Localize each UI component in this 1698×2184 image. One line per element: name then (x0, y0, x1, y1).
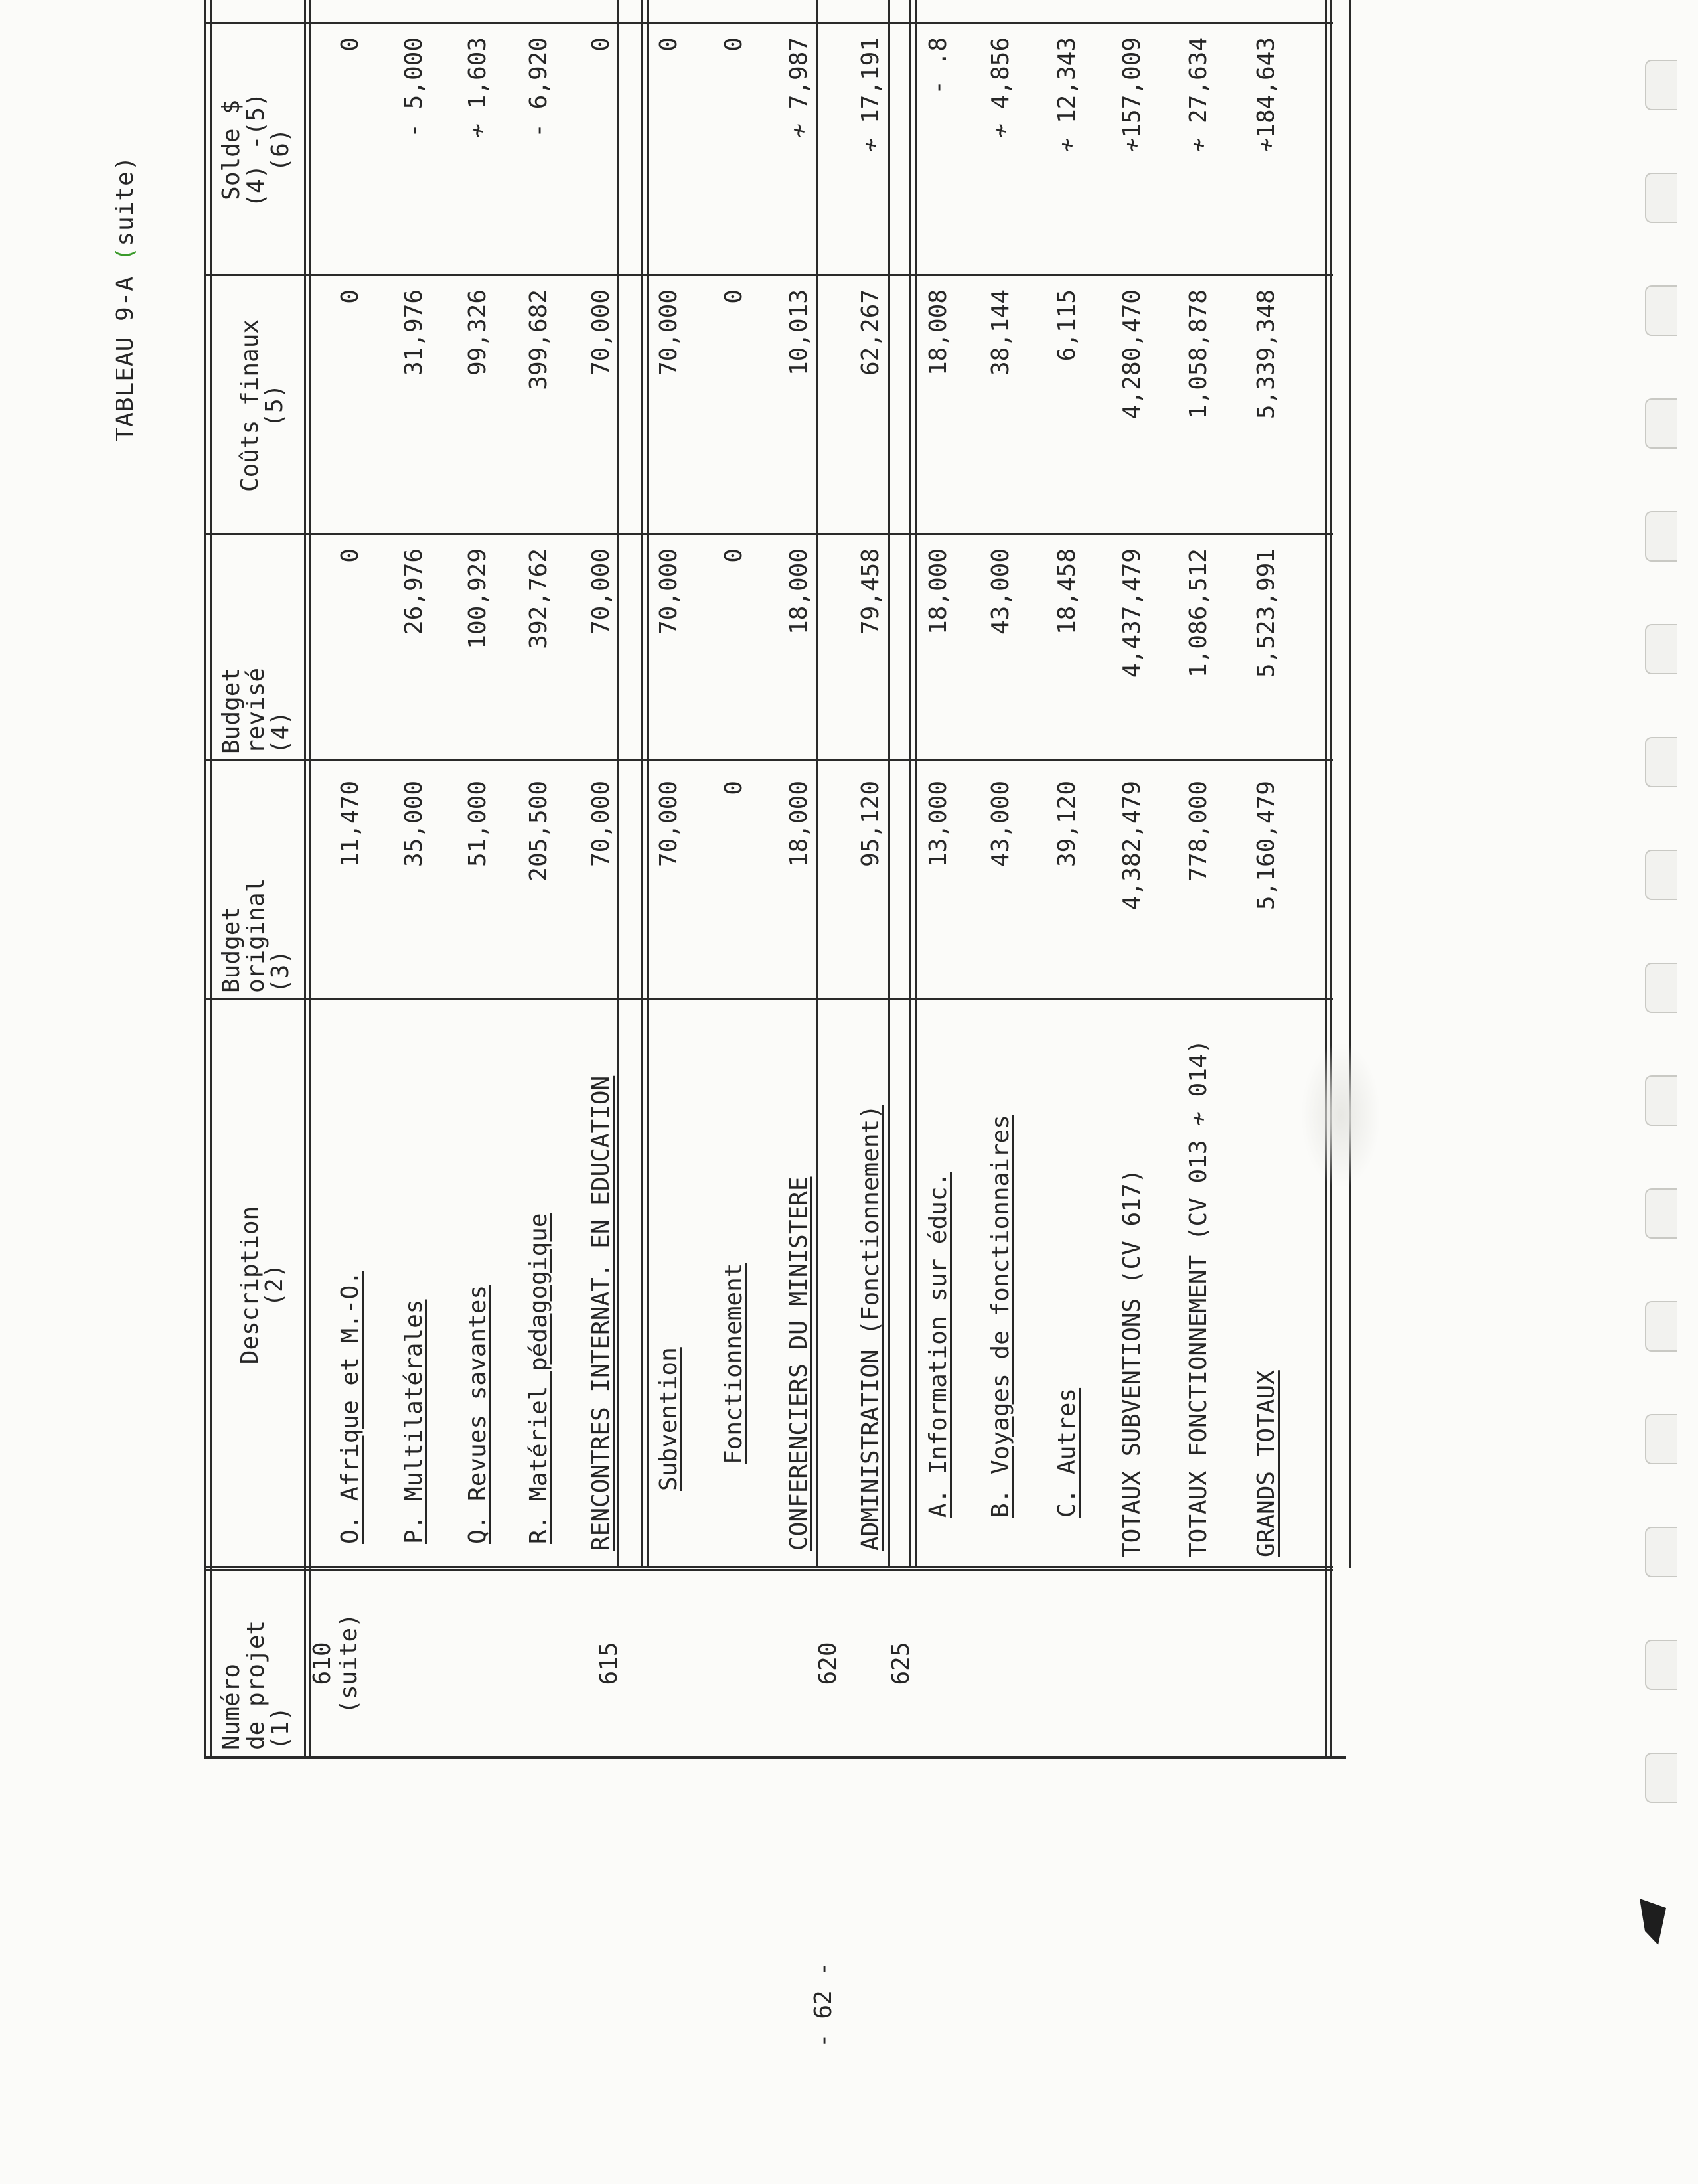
cell-revise: 18,458 (1053, 548, 1081, 635)
cell-revise: 0 (337, 548, 364, 563)
binder-hole (1645, 1753, 1677, 1803)
cell-solde: 0 (587, 37, 615, 52)
cell-original: 70,000 (587, 781, 615, 868)
cell-pct (526, 0, 552, 17)
cell-pct (1119, 0, 1146, 17)
col-rule-1 (204, 1569, 1333, 1571)
cell-original: 5,160,479 (1253, 781, 1280, 911)
cell-pct (656, 0, 682, 17)
cell-revise: 43,000 (987, 548, 1014, 635)
cell-pct (337, 0, 364, 17)
row-description: ADMINISTRATION (Fonctionnement) (857, 1105, 884, 1551)
binder-hole (1645, 1414, 1677, 1464)
cell-pct (401, 0, 427, 17)
row-underline (1349, 0, 1351, 1568)
row-description: Fonctionnement (720, 1263, 747, 1464)
cell-finaux: 70,000 (587, 289, 615, 376)
col-rule-4 (204, 533, 1333, 535)
binder-hole (1645, 285, 1677, 336)
cell-finaux: 0 (337, 289, 364, 304)
row-description: C. Autres (1053, 1387, 1081, 1518)
header-solde-dollars: Solde $ (4) -(5) (6) (218, 92, 294, 208)
row-description: O. Afrique et M.-O. (337, 1271, 364, 1544)
cell-solde: - .8 (925, 37, 952, 95)
row-description: TOTAUX FONCTIONNEMENT (CV 013 ≁ 014) (1185, 1039, 1212, 1557)
header-budget-revise: Budget revisé (4) (218, 667, 294, 754)
cell-original: 39,120 (1053, 781, 1081, 868)
project-number: 615 (595, 1642, 623, 1685)
cell-solde: 0 (337, 37, 364, 52)
cell-pct (588, 0, 615, 17)
header-bottom-border (304, 0, 311, 1756)
binder-hole (1645, 850, 1677, 900)
cell-pct (721, 0, 747, 17)
row-description: Subvention (655, 1347, 682, 1491)
cell-pct (1186, 0, 1212, 17)
row-description: RENCONTRES INTERNAT. EN EDUCATION (587, 1075, 615, 1551)
title-prefix: TABLEAU 9-A (112, 261, 139, 442)
header-couts-finaux: Coûts finaux (5) (236, 319, 288, 493)
cell-pct (925, 0, 952, 17)
cell-revise: 18,000 (785, 548, 812, 635)
cell-pct (1054, 0, 1081, 17)
cell-finaux: 6,115 (1053, 289, 1081, 362)
cell-original: 35,000 (400, 781, 427, 868)
row-underline (816, 0, 818, 1568)
col-rule-6 (204, 22, 1333, 24)
cell-finaux: 70,000 (655, 289, 682, 376)
cell-solde: ≁ 1,603 (464, 37, 491, 138)
cell-revise: 79,458 (857, 548, 884, 635)
budget-table (204, 0, 1346, 1759)
cell-solde: ≁ 27,634 (1185, 37, 1212, 153)
cell-finaux: 399,682 (525, 289, 552, 390)
cell-solde: ≁157,009 (1119, 37, 1146, 153)
cell-pct (1253, 0, 1280, 17)
section-double-rule (909, 0, 917, 1568)
cell-original: 11,470 (337, 781, 364, 868)
cell-solde: 0 (720, 37, 747, 52)
row-description: CONFERENCIERS DU MINISTERE (785, 1176, 812, 1551)
cell-revise: 70,000 (587, 548, 615, 635)
cell-solde: 0 (655, 37, 682, 52)
binder-hole (1645, 624, 1677, 674)
binder-hole (1645, 1188, 1677, 1239)
col-rule-3 (204, 759, 1333, 761)
row-underline (617, 0, 619, 1568)
cell-pct (988, 0, 1014, 17)
binder-hole (1645, 1527, 1677, 1577)
cell-finaux: 38,144 (987, 289, 1014, 376)
binder-hole (1645, 737, 1677, 787)
cell-solde: ≁184,643 (1253, 37, 1280, 153)
cell-original: 95,120 (857, 781, 884, 868)
cell-solde: ≁ 4,856 (987, 37, 1014, 138)
cell-revise: 0 (720, 548, 747, 563)
col-rule-2 (204, 998, 1333, 1000)
binder-hole (1645, 398, 1677, 449)
cell-revise: 1,086,512 (1185, 548, 1212, 678)
binder-hole (1645, 1640, 1677, 1690)
header-numero: Numéro de projet (1) (218, 1620, 294, 1750)
cell-solde: ≁ 17,191 (857, 37, 884, 153)
cell-original: 18,000 (785, 781, 812, 868)
cell-original: 778,000 (1185, 781, 1212, 882)
row-description: Q. Revues savantes (464, 1285, 491, 1544)
col-rule-5 (204, 274, 1333, 276)
cell-solde: ≁ 7,987 (785, 37, 812, 138)
cell-finaux: 62,267 (857, 289, 884, 376)
cell-revise: 392,762 (525, 548, 552, 649)
binder-hole (1645, 1075, 1677, 1126)
binder-hole (1645, 60, 1677, 110)
row-description: B. Voyages de fonctionnaires (987, 1115, 1014, 1518)
header-solde-pct (219, 0, 293, 17)
cell-finaux: 0 (720, 289, 747, 304)
cell-finaux: 1,058,878 (1185, 289, 1212, 420)
row-description: A. Information sur éduc. (925, 1172, 952, 1518)
title-paren: ( (112, 246, 139, 262)
page-number: - 62 - (810, 1961, 837, 2049)
section-double-rule (641, 0, 649, 1568)
scan-smudge (1301, 1042, 1381, 1188)
cell-original: 13,000 (925, 781, 952, 868)
row-description: P. Multilatérales (400, 1299, 427, 1544)
binder-hole (1645, 963, 1677, 1013)
cell-revise: 4,437,479 (1119, 548, 1146, 678)
binder-hole (1645, 511, 1677, 562)
header-budget-original: Budget original (3) (218, 878, 294, 993)
row-underline (888, 0, 890, 1568)
project-number: 625 (888, 1642, 915, 1685)
cell-revise: 70,000 (655, 548, 682, 635)
cell-original: 43,000 (987, 781, 1014, 868)
cell-original: 70,000 (655, 781, 682, 868)
row-description: TOTAUX SUBVENTIONS (CV 617) (1119, 1168, 1146, 1557)
row-description: GRANDS TOTAUX (1253, 1370, 1280, 1557)
binder-hole (1645, 1301, 1677, 1352)
cell-solde: - 5,000 (400, 37, 427, 138)
header-description: Description (2) (236, 1206, 288, 1365)
cell-original: 4,382,479 (1119, 781, 1146, 911)
project-number: 610 (suite) (309, 1613, 362, 1714)
cell-finaux: 4,280,470 (1119, 289, 1146, 420)
cell-pct (858, 0, 884, 17)
col-rule-1b (204, 1566, 1333, 1568)
cell-revise: 18,000 (925, 548, 952, 635)
cell-pct (786, 0, 812, 17)
row-description: R. Matériel pédagogique (525, 1213, 552, 1544)
table-title (112, 86, 139, 511)
cell-finaux: 10,013 (785, 289, 812, 376)
cell-revise: 5,523,991 (1253, 548, 1280, 678)
cell-pct (465, 0, 491, 17)
cell-finaux: 99,326 (464, 289, 491, 376)
cell-revise: 100,929 (464, 548, 491, 649)
title-suffix: suite) (112, 155, 139, 246)
cell-solde: - 6,920 (525, 37, 552, 138)
section-separator (204, 0, 206, 1411)
cell-finaux: 31,976 (400, 289, 427, 376)
binder-hole (1645, 173, 1677, 223)
table-bottom-border (1325, 0, 1332, 1756)
project-number: 620 (814, 1642, 842, 1685)
cell-finaux: 18,008 (925, 289, 952, 376)
cell-finaux: 5,339,348 (1253, 289, 1280, 420)
cell-solde: ≁ 12,343 (1053, 37, 1081, 153)
cell-original: 0 (720, 781, 747, 795)
cell-original: 51,000 (464, 781, 491, 868)
cell-revise: 26,976 (400, 548, 427, 635)
cell-original: 205,500 (525, 781, 552, 882)
